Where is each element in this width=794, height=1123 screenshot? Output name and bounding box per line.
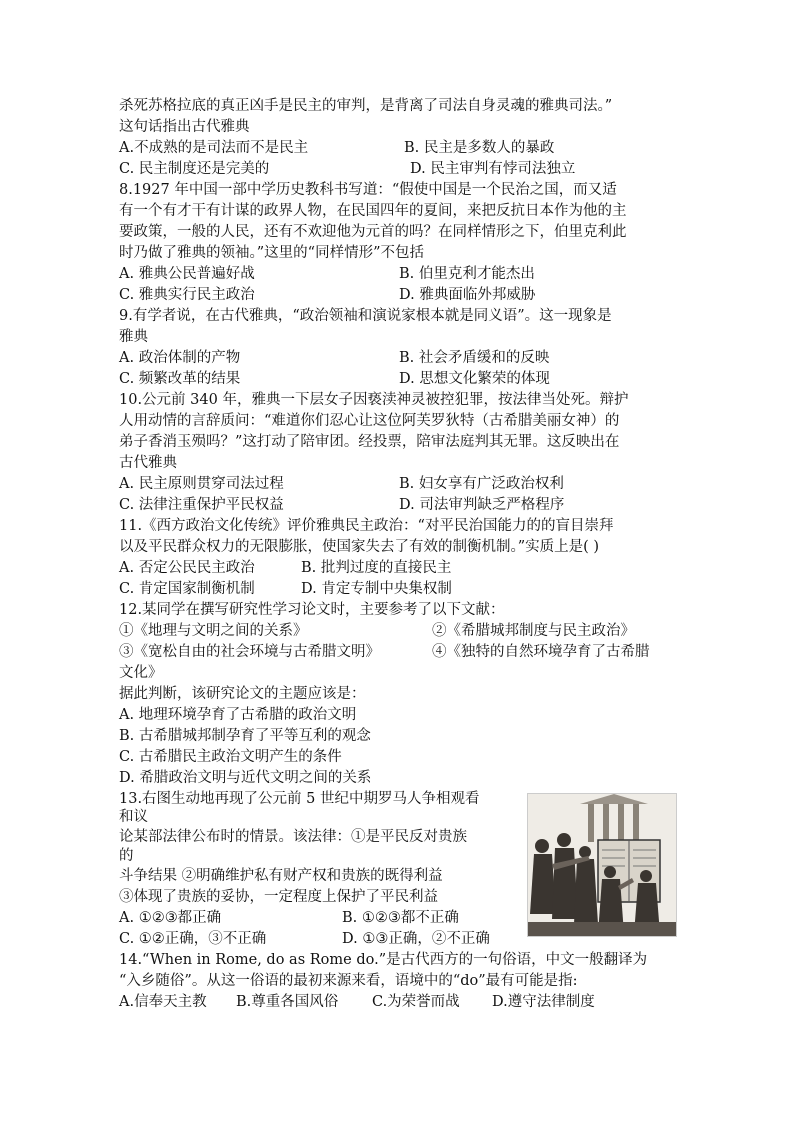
- roman-law-illustration: [527, 793, 677, 937]
- q8-stem-line4: 时乃做了雅典的领袖。”这里的“同样情形”不包括: [119, 245, 424, 261]
- q8-stem-line1: 8.1927 年中国一部中学历史教科书写道：“假使中国是一个民治之国，而又适: [119, 182, 617, 198]
- q9-option-c: C. 频繁改革的结果: [119, 371, 241, 387]
- q7-stem-line2: 这句话指出古代雅典: [119, 119, 250, 135]
- q12-reference-3: ③《宽松自由的社会环境与古希腊文明》: [119, 644, 380, 660]
- q12-option-d: D. 希腊政治文明与近代文明之间的关系: [119, 770, 372, 786]
- q10-stem-line1: 10.公元前 340 年，雅典一下层女子因亵渎神灵被控犯罪，按法律当处死。辩护: [119, 392, 629, 408]
- q10-stem-line2: 人用动情的言辞质问：“难道你们忍心让这位阿芙罗狄特（古希腊美丽女神）的: [119, 413, 620, 429]
- q9-option-d: D. 思想文化繁荣的体现: [399, 371, 550, 387]
- q7-stem-line1: 杀死苏格拉底的真正凶手是民主的审判，是背离了司法自身灵魂的雅典司法。”: [119, 98, 613, 114]
- q8-stem-line2: 有一个有才干有计谋的政界人物，在民国四年的夏间，来把反抗日本作为他的主: [119, 203, 627, 219]
- q11-stem-line2: 以及平民群众权力的无限膨胀，使国家失去了有效的制衡机制。”实质上是( ): [119, 539, 600, 555]
- q11-option-b: B. 批判过度的直接民主: [301, 560, 452, 576]
- q11-option-a: A. 否定公民民主政治: [119, 560, 255, 576]
- q14-option-d: D.遵守法律制度: [492, 994, 595, 1010]
- q8-option-c: C. 雅典实行民主政治: [119, 287, 255, 303]
- q10-stem-line4: 古代雅典: [119, 455, 177, 471]
- q9-stem-line2: 雅典: [119, 329, 148, 345]
- q10-option-c: C. 法律注重保护平民权益: [119, 497, 284, 513]
- q13-stem-line1: 13.右图生动地再现了公元前 5 世纪中期罗马人争相观看: [119, 791, 480, 807]
- q7-option-c: C. 民主制度还是完美的: [119, 161, 270, 177]
- q9-option-b: B. 社会矛盾缓和的反映: [399, 350, 550, 366]
- q12-reference-4: ④《独特的自然环境孕育了古希腊: [432, 644, 650, 660]
- q8-option-d: D. 雅典面临外邦威胁: [399, 287, 536, 303]
- q13-option-b: B. ①②③都不正确: [342, 910, 459, 926]
- q10-option-b: B. 妇女享有广泛政治权利: [399, 476, 564, 492]
- q12-reference-4-continued: 文化》: [119, 665, 163, 681]
- q7-option-b: B. 民主是多数人的暴政: [404, 140, 555, 156]
- q13-option-c: C. ①②正确，③不正确: [119, 931, 267, 947]
- q9-stem-line1: 9.有学者说，在古代雅典，“政治领袖和演说家根本就是同义语”。这一现象是: [119, 308, 612, 324]
- q13-stem-line2: 和议: [119, 809, 148, 825]
- q10-stem-line3: 弟子香消玉殒吗？”这打动了陪审团。经投票，陪审法庭判其无罪。这反映出在: [119, 434, 620, 450]
- q13-option-a: A. ①②③都正确: [119, 910, 222, 926]
- engraving-image: [528, 794, 676, 936]
- q14-option-b: B.尊重各国风俗: [236, 994, 339, 1010]
- q13-stem-line6: ③体现了贵族的妥协，一定程度上保护了平民利益: [119, 889, 438, 905]
- q13-stem-line3: 论某部法律公布时的情景。该法律：①是平民反对贵族: [119, 829, 467, 845]
- q12-reference-1: ①《地理与文明之间的关系》: [119, 623, 308, 639]
- q12-stem-line2: 据此判断，该研究论文的主题应该是：: [119, 686, 366, 702]
- q12-option-a: A. 地理环境孕育了古希腊的政治文明: [119, 707, 357, 723]
- q12-option-c: C. 古希腊民主政治文明产生的条件: [119, 749, 342, 765]
- q9-option-a: A. 政治体制的产物: [119, 350, 241, 366]
- q10-option-a: A. 民主原则贯穿司法过程: [119, 476, 284, 492]
- q14-option-a: A.信奉天主教: [119, 994, 207, 1010]
- q11-option-d: D. 肯定专制中央集权制: [301, 581, 452, 597]
- q7-option-d: D. 民主审判有悖司法独立: [410, 161, 576, 177]
- q7-option-a: A.不成熟的是司法而不是民主: [119, 140, 309, 156]
- q12-stem-line1: 12.某同学在撰写研究性学习论文时，主要参考了以下文献：: [119, 602, 505, 618]
- q13-stem-line5: 斗争结果 ②明确维护私有财产权和贵族的既得利益: [119, 868, 443, 884]
- q11-option-c: C. 肯定国家制衡机制: [119, 581, 255, 597]
- q8-option-a: A. 雅典公民普遍好战: [119, 266, 255, 282]
- q8-option-b: B. 伯里克利才能杰出: [399, 266, 535, 282]
- q12-reference-2: ②《希腊城邦制度与民主政治》: [432, 623, 635, 639]
- q10-option-d: D. 司法审判缺乏严格程序: [399, 497, 565, 513]
- q14-option-c: C.为荣誉而战: [372, 994, 460, 1010]
- q14-stem-line2: “入乡随俗”。从这一俗语的最初来源来看，语境中的“do”最有可能是指:: [119, 973, 578, 989]
- q11-stem-line1: 11.《西方政治文化传统》评价雅典民主政治：“对平民治国能力的的盲目崇拜: [119, 518, 614, 534]
- q13-stem-line4: 的: [119, 848, 134, 864]
- q13-option-d: D. ①③正确，②不正确: [342, 931, 490, 947]
- q12-option-b: B. 古希腊城邦制孕育了平等互利的观念: [119, 728, 371, 744]
- q8-stem-line3: 要政策，一般的人民，还有不欢迎他为元首的吗？在同样情形之下，伯里克利此: [119, 224, 627, 240]
- q14-stem-line1: 14.“When in Rome, do as Rome do.”是古代西方的一句俗语，中文一般翻译为: [119, 952, 648, 968]
